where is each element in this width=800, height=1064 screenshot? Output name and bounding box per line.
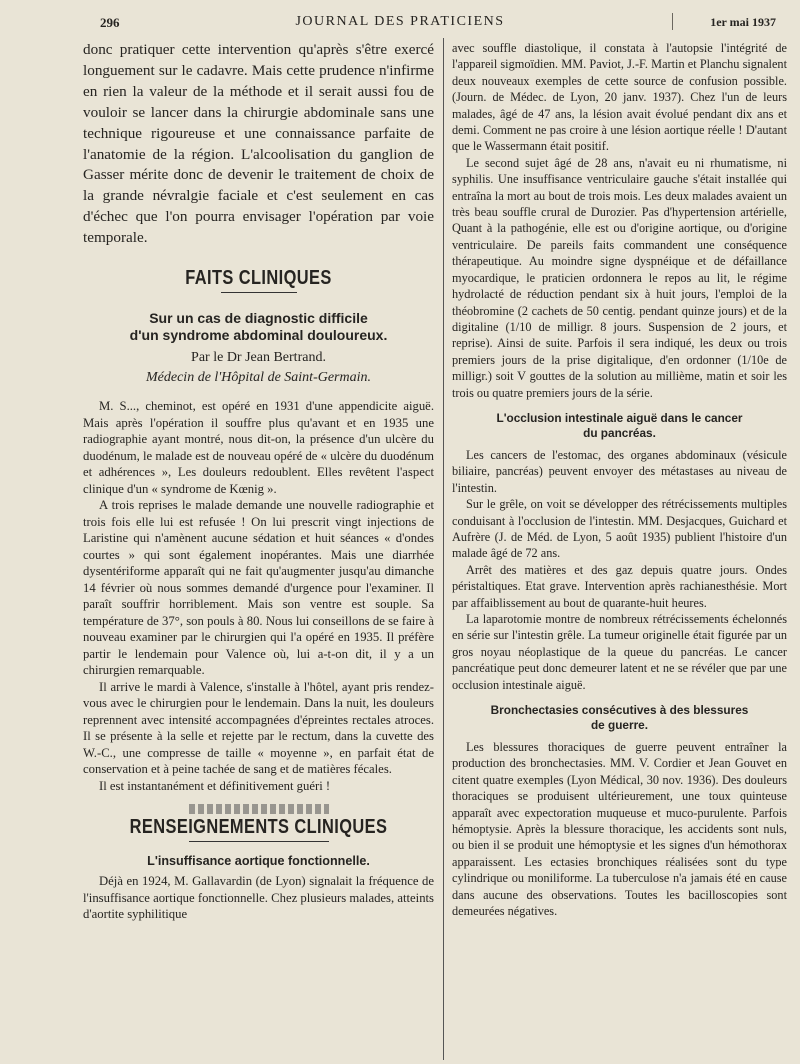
journal-title: JOURNAL DES PRATICIENS (295, 14, 505, 29)
right-column (452, 40, 787, 920)
article-paragraph: Les cancers de l'estomac, des organes abdominaux (vésicule biliaire, pancréas) peuvent envoyer des métastases au niveau de l'intestin. (452, 447, 787, 495)
article-paragraph: Sur le grêle, on voit se développer des rétrécissements multiples conduisant à l'occlusion de l'intestin. MM. Desjacques, Guichard et Aufrère (J. de Méd. de Lyon, 5 août 1935) publient l'histoire d'un malade âgé de 72 ans. (452, 497, 787, 561)
article-paragraph: Les blessures thoraciques de guerre peuvent entraîner la production des bronchectasies. MM. V. Cordier et Jean Gouvet en citent quatre exemples (Lyon Médical, 30 nov. 1936). Des douleurs thoraciques se produisent ultérieurement, une toux quinteuse apparaît avec expectoration muqueuse et muco-purulente. Parfois hémoptysie. Après la blessure thoracique, les accidents sont nuls, ou bien il se produit une hémoptysie et les signes d'un hémothorax apparaissent. Les ectasies bronchiques réalisées sont du type cylindrique ou moniliforme. La tuberculose n'a jamais été en cause dans aucune des observations. Toutes les bacilloscopies sont demeurées négatives. (452, 740, 787, 919)
page-number: 296 (100, 15, 120, 30)
article-paragraph: avec souffle diastolique, il constata à l'autopsie l'intégrité de l'appareil sigmoïdien. MM. Paviot, J.-F. Martin et Planchu signalent deux nouveaux exemples de cette source de confusion possible. (Journ. de Médec. de Lyon, 20 janv. 1937). Chez l'un de leurs malades, âgé de 47 ans, la lésion avait évolué pendant dix ans et demi. Comment ne pas croire à une lésion aortique réelle ! D'autant que le Wassermann était positif. (452, 41, 787, 154)
issue-date: 1er mai 1937 (710, 15, 776, 29)
author-affiliation: Médecin de l'Hôpital de Saint-Germain. (146, 370, 371, 386)
subsection-title-occlusion-line-2: du pancréas. (583, 425, 656, 440)
section-separator (189, 804, 329, 814)
article-paragraph: Il est instantanément et définitivement guéri ! (99, 778, 331, 793)
article-paragraph: Déjà en 1924, M. Gallavardin (de Lyon) signalait la fréquence de l'insuffisance aortique fonctionnelle. Chez plusieurs malades, atteints d'aortite syphilitique (83, 874, 434, 922)
section-title-faits-cliniques: FAITS CLINIQUES (185, 267, 332, 290)
column-divider (443, 38, 444, 1060)
intro-paragraph: donc pratiquer cette intervention qu'après s'être exercé longuement sur le cadavre. Mais cette prudence n'infirme en rien la valeur de la méthode et il serait aussi fou de vouloir se lancer dans la chirurgie abdominale sans une technique rigoureuse et une connaissance parfaite de l'anatomie de la région. L'alcoolisation du ganglion de Gasser mérite donc de devenir le traitement de choix de la grande névralgie faciale et c'est seulement en cas d'échec que l'on pourra envisager l'opération par voie temporale. (83, 41, 434, 247)
article-title-line-1: Sur un cas de diagnostic difficile (149, 310, 368, 327)
article-paragraph: Le second sujet âgé de 28 ans, n'avait eu ni rhumatisme, ni syphilis. Une insuffisance ventriculaire gauche s'était installée qui entraîna la mort au bout de trois mois. Les deux malades avaient un très beau souffle crural de Durozier. Pas d'hypertension artérielle, Quant à la pathogénie, elle est ou d'origine aortique, ou d'origine ventriculaire. De pareils faits commandent une conséquence thérapeutique. Au moindre signe dyspnéique et de défaillance myocardique, le praticien ordonnera le repos au lit, le régime hydrolacté de réduction pendant six à huit jours, l'emploi de la théobromine (2 cachets de 50 centig. pendant quinze jours) et de la digitaline (1/10 de milligr. 8 jours. Suspension de 2 jours, et reprise). Ainsi de suite. Parfois il sera indiqué, les deux ou trois premiers jours de la prise digitalique, d'en ordonner (1/10e de milligr.) soit V gouttes de la solution au millième, matin et soir les trois ou quatre premiers jours de la série. (452, 155, 787, 400)
article-byline: Par le Dr Jean Bertrand. (191, 350, 326, 366)
article-title-line-2: d'un syndrome abdominal douloureux. (129, 327, 388, 344)
header-separator (672, 13, 673, 30)
section-title-renseignements-cliniques: RENSEIGNEMENTS CLINIQUES (129, 816, 388, 839)
article-paragraph: A trois reprises le malade demande une nouvelle radiographie et trois fois elle lui est refusée ! On lui prescrit vingt injections de Laristine qui n'amènent aucune sédation et huit séances « d'ondes courtes » qui sont également inopérantes. Mais une diarrhée dysentériforme apparaît qui ne fait qu'augmenter jusqu'au dimanche 14 février où nous sommes demandé d'urgence pour l'examiner. Il paraît souffrir horriblement. Mais son ventre est souple. Sa température de 37°, son pouls à 80. Nous lui conseillons de se faire à nouveau examiner par le chirurgien qui l'a opéré en 1935. Il préfère partir le lendemain pour Valence où, lui a-t-on dit, il y a un chirurgien remarquable. (83, 498, 434, 678)
left-column (83, 40, 434, 923)
page-header (0, 0, 800, 36)
article-paragraph: Arrêt des matières et des gaz depuis quatre jours. Ondes péristaltiques. Etat grave. Intervention après rachianesthésie. Mort par affaiblissement au bout de quarante-huit heures. (452, 562, 787, 610)
article-paragraph: La laparotomie montre de nombreux rétrécissements échelonnés en série sur l'intestin grêle. La tumeur originelle était figurée par un gros noyau néoplastique de la queue du pancréas. Le cancer pancréatique peut donc demeurer latent et ne se révéler que par une occlusion intestinale aiguë. (452, 612, 787, 692)
article-paragraph: M. S..., cheminot, est opéré en 1931 d'une appendicite aiguë. Mais après l'opération il souffre plus qu'avant et en 1935 une radiographie ayant montré, nous dit-on, la présence d'un ulcère du duodénum, le malade est de nouveau opéré de « ulcère du duodénum et adhérences », Les douleurs redoublent. Elles revêtent l'aspect clinique d'un « syndrome de Kœnig ». (83, 399, 434, 496)
subsection-title-bronchectasies-line-1: Bronchectasies consécutives à des blessures (490, 703, 749, 718)
subsection-title-occlusion-line-1: L'occlusion intestinale aiguë dans le cancer (496, 410, 743, 425)
subsection-title-aortique: L'insuffisance aortique fonctionnelle. (147, 854, 370, 869)
article-paragraph: Il arrive le mardi à Valence, s'installe à l'hôtel, ayant pris rendez-vous avec le chirurgien pour le lendemain. Dans la nuit, les douleurs reprennent avec intensité accompagnées d'épreintes rectales atroces. Il se présente à la selle et rejette par le rectum, dans la cuvette des W.-C., une compresse de taille « moyenne », en parfait état de conservation et à peine tachée de sang et de matières fécales. (83, 679, 434, 777)
subsection-title-bronchectasies-line-2: de guerre. (590, 718, 649, 733)
